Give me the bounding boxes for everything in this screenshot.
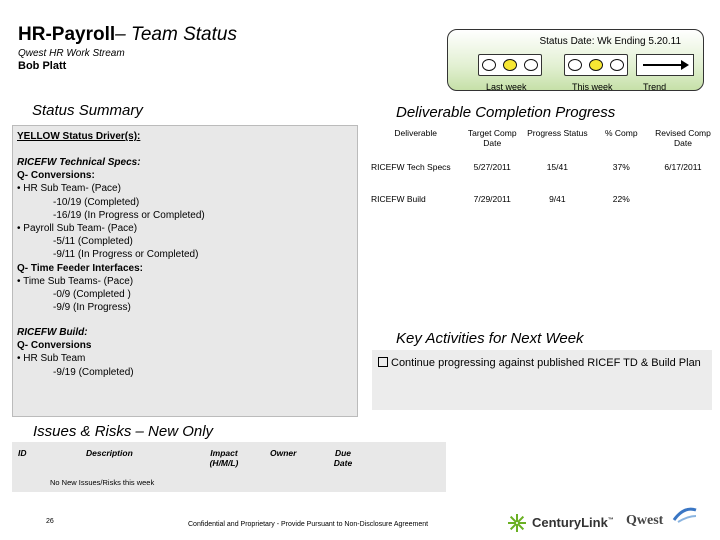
issues-col-impact: Impact (H/M/L) (209, 448, 239, 468)
issues-col-description: Description (86, 448, 133, 458)
summary-line: -9/19 (Completed) (53, 366, 134, 378)
page-title (18, 24, 237, 46)
deliverable-heading: Deliverable Completion Progress (396, 104, 616, 121)
col-percent: % Comp (605, 128, 638, 138)
qwest-logo-text: Qwest (626, 513, 664, 528)
status-driver-label: YELLOW Status Driver(s): (17, 131, 141, 142)
title-bold: HR-Payroll (18, 24, 116, 45)
key-activity-item (378, 356, 708, 370)
issues-col-due-date: Due Date (333, 448, 353, 468)
this-week-lights (564, 54, 628, 76)
trend-arrow-icon (637, 55, 693, 75)
deliverable-header-row (370, 126, 715, 150)
trend-box (636, 54, 694, 76)
summary-line: -9/9 (In Progress) (53, 302, 131, 314)
col-progress: Progress Status (527, 128, 588, 138)
summary-line: -0/9 (Completed ) (53, 289, 131, 301)
summary-line: -16/19 (In Progress or Completed) (53, 209, 205, 221)
owner-label: Bob Platt (18, 60, 67, 72)
summary-line: RICEFW Technical Specs: (17, 157, 141, 168)
status-summary-heading: Status Summary (32, 102, 143, 119)
cell-target-date: 5/27/2011 (473, 162, 511, 172)
cell-deliverable: RICEFW Tech Specs (371, 162, 451, 172)
issues-panel (12, 442, 446, 492)
issues-col-id: ID (18, 448, 27, 458)
trend-label: Trend (643, 82, 667, 92)
last-week-light-2 (503, 59, 517, 71)
last-week-light-1 (482, 59, 496, 71)
summary-line: -9/11 (In Progress or Completed) (53, 249, 199, 261)
title-rest: – Team Status (115, 24, 237, 45)
key-activities-panel (372, 350, 712, 410)
this-week-light-3 (610, 59, 624, 71)
cell-progress: 9/41 (549, 194, 566, 204)
summary-line: Q- Time Feeder Interfaces: (17, 262, 143, 274)
cell-percent: 22% (612, 194, 630, 204)
cell-revised-date (651, 184, 715, 206)
summary-line: • Time Sub Teams- (Pace) (17, 275, 134, 287)
summary-line: Q- Conversions (17, 340, 92, 352)
checkbox-icon (378, 357, 388, 367)
qwest-swoosh-icon (670, 504, 700, 531)
key-activity-text: Continue progressing against published RICEF TD & Build Plan (391, 357, 701, 369)
status-date: Status Date: Wk Ending 5.20.11 (539, 36, 681, 47)
this-week-light-1 (568, 59, 582, 71)
cell-deliverable: RICEFW Build (371, 194, 426, 204)
issues-empty-text: No New Issues/Risks this week (50, 478, 155, 487)
summary-line: • HR Sub Team (17, 353, 86, 365)
status-summary-panel (12, 125, 358, 417)
confidential-notice: Confidential and Proprietary - Provide Pursuant to Non-Disclosure Agreement (188, 521, 429, 528)
trademark-mark: ™ (607, 517, 614, 524)
col-revised-date: Revised Comp Date (655, 128, 711, 148)
summary-line: -10/19 (Completed) (53, 196, 140, 208)
cell-progress: 15/41 (546, 162, 568, 172)
summary-line: -5/11 (Completed) (53, 236, 133, 248)
issues-heading: Issues & Risks – New Only (33, 423, 214, 440)
centurylink-logo-text: CenturyLink (532, 515, 608, 530)
status-box (447, 29, 704, 91)
summary-line: • HR Sub Team- (Pace) (17, 183, 121, 195)
last-week-lights (478, 54, 542, 76)
last-week-light-3 (524, 59, 538, 71)
issues-col-owner: Owner (270, 448, 297, 458)
summary-block-specs (17, 156, 205, 314)
centurylink-logo (532, 515, 614, 530)
summary-line: RICEFW Build: (17, 327, 88, 338)
key-activities-heading: Key Activities for Next Week (396, 330, 584, 347)
this-week-label: This week (572, 82, 613, 92)
this-week-light-2 (589, 59, 603, 71)
col-target-date: Target Comp Date (467, 128, 517, 148)
page-number: 26 (46, 518, 54, 525)
cell-revised-date: 6/17/2011 (664, 162, 702, 172)
workstream-label: Qwest HR Work Stream (18, 48, 125, 59)
deliverable-table (370, 126, 715, 206)
table-row (370, 184, 715, 206)
cell-percent: 37% (612, 162, 630, 172)
cell-target-date: 7/29/2011 (473, 194, 511, 204)
col-deliverable: Deliverable (394, 128, 437, 138)
table-row (370, 150, 715, 184)
centurylink-logo-icon (505, 512, 529, 534)
summary-line: • Payroll Sub Team- (Pace) (17, 223, 138, 235)
summary-block-build (17, 326, 134, 379)
last-week-label: Last week (486, 82, 527, 92)
qwest-logo (626, 513, 663, 529)
summary-line: Q- Conversions: (17, 170, 95, 182)
